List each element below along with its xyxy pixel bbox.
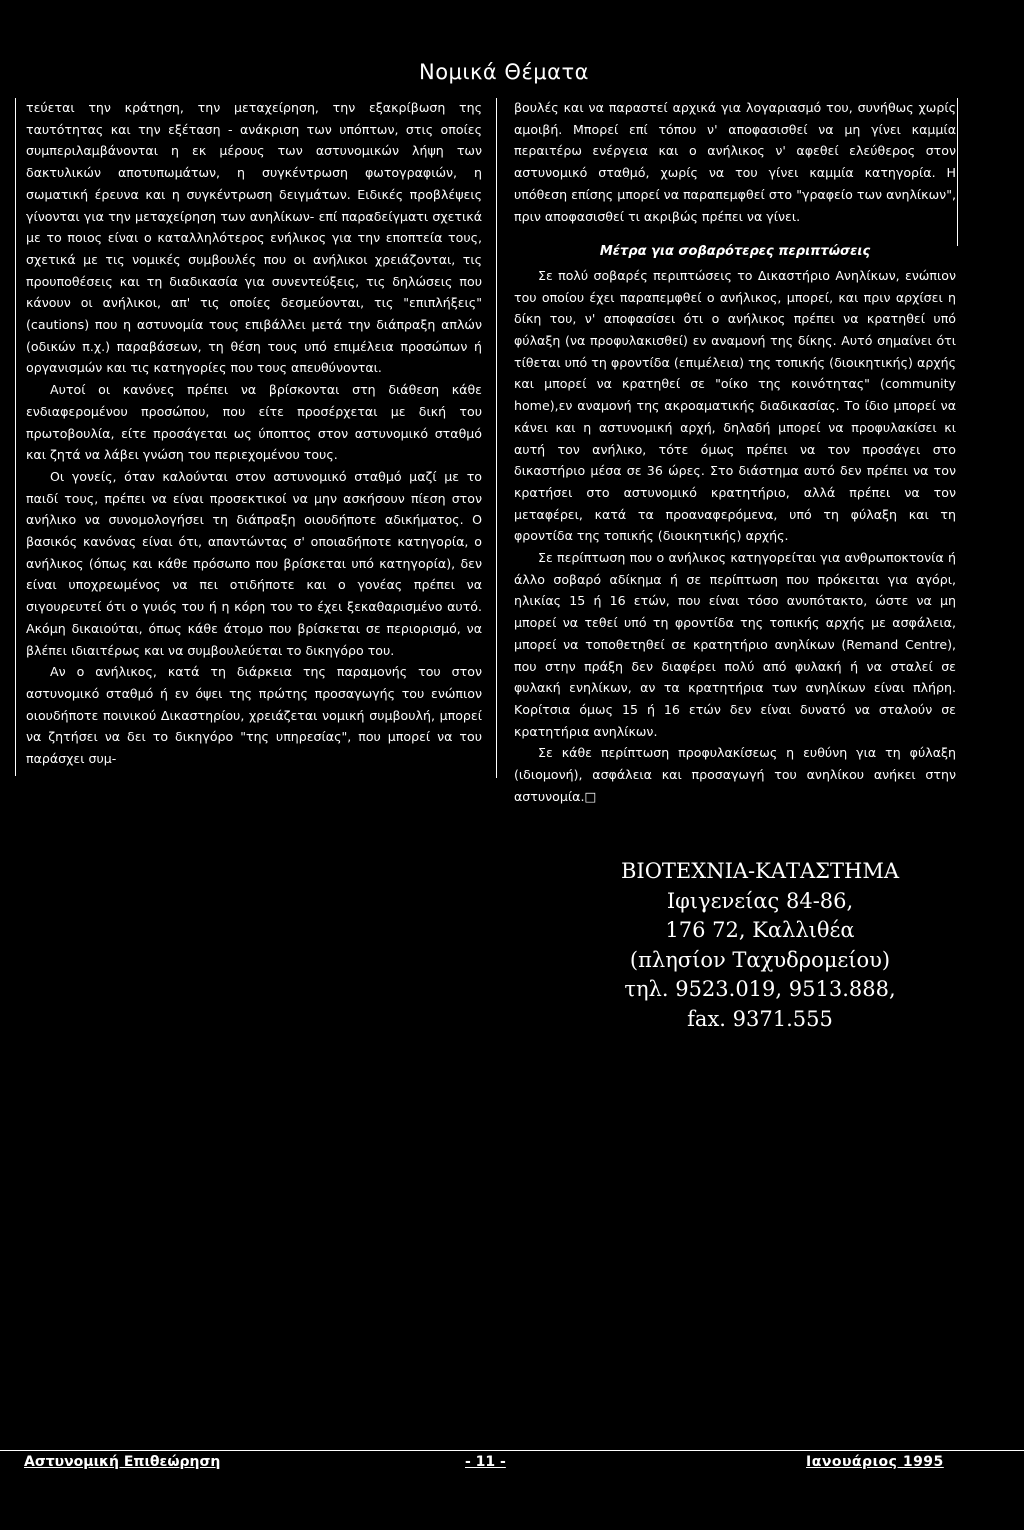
left-column (26, 97, 482, 770)
right-border-rule (957, 98, 958, 246)
page-header (0, 60, 1024, 84)
ad-landmark: (πλησίον Ταχυδρομείου) (629, 947, 891, 972)
right-paragraph-1: βουλές και να παραστεί αρχικά για λογαριασμό του, συνήθως χωρίς αμοιβή. Μπορεί επί τόπου ν' αποφασισθεί να μη γίνει καμμία περαιτέρω ενέργεια και ο ανήλικος ν' αφεθεί ελεύθερος στον αστυνομικό σταθμό, χωρίς να του γίνει καμμία κατηγορία. Η υπόθεση επίσης μπορεί να παραπεμφθεί στο "γραφείο των ανηλίκων", πριν αποφασισθεί τι ακριβώς πρέπει να γίνει. (514, 100, 956, 224)
footer-date: Ιανουάριος 1995 (806, 1454, 944, 1470)
footer-publication: Αστυνομική Επιθεώρηση (24, 1454, 221, 1470)
end-mark-icon: □ (584, 788, 597, 804)
left-border-rule (15, 98, 16, 776)
ad-business-name: ΒΙΟΤΕΧΝΙΑ-ΚΑΤΑΣΤΗΜΑ (620, 859, 900, 883)
column-divider (496, 98, 497, 778)
left-paragraph-1: τεύεται την κράτηση, την μεταχείρηση, την εξακρίβωση της ταυτότητας και την εξέταση - ανάκριση των υπόπτων, στις οποίες συμπεριλαμβάνονται η εκ μέρους των αστυνομικών λήψη των δακτυλικών αποτυπωμάτων, η συγκέντρωση φωτογραφιών, η σωματική έρευνα και η συγκέντρωση δειγμάτων. Ειδικές προβλέψεις γίνονται για την μεταχείρηση των ανηλίκων- επί παραδείγματι σχετικά με το ποιος είναι ο καταλληλότερος ενήλικος για την εποπτεία τους, σχετικά με τις νομικές συμβουλές που οι ανήλικοι χρειάζονται, τις προυποθέσεις και τη διαδικασία για συνεντεύξεις, τις δηλώσεις που κάνουν οι ανήλικοι, απ' τις οποίες δεσμεύονται, τις "επιπλήξεις" (cautions) που η αστυνομία τους επιβάλλει μετά την διάπραξη απλών (οδικών π.χ.) παραβάσεων, τη θέση τους υπό επιμέλεια προσώπων ή οργανισμών και τις κατηγορίες που τους απευθύνονται. (26, 100, 482, 376)
left-paragraph-2: Αυτοί οι κανόνες πρέπει να βρίσκονται στη διάθεση κάθε ενδιαφερομένου προσώπου, που είτε προσέρχεται με δική του πρωτοβουλία, είτε προσάγεται ως ύποπτος στον αστυνομικό σταθμό και ζητά να λάβει γνώση του περιεχομένου τους. (26, 382, 482, 463)
section-heading: Μέτρα για σοβαρότερες περιπτώσεις (599, 244, 871, 260)
ad-fax: fax. 9371.555 (687, 1006, 833, 1031)
footer-rule (0, 1450, 1024, 1451)
left-paragraph-3: Οι γονείς, όταν καλούνται στον αστυνομικό σταθμό μαζί με το παιδί τους, πρέπει να είναι προσεκτικοί να μην ασκήσουν πίεση στον ανήλικο να συνομολογήσει τη διάπραξη οιουδήποτε αδικήματος. Ο βασικός κανόνας είναι ότι, απαντώντας σ' οποιαδήποτε κατηγορία, ο ανήλικος (όπως και κάθε πρόσωπο που βρίσκεται υπό κατηγορία), δεν είναι υποχρεωμένος να πει οτιδήποτε και ο γονέας πρέπει να σιγουρευτεί ότι ο γυιός του ή η κόρη του το έχει ξεκαθαρισμένο αυτό. Ακόμη δικαιούται, όπως κάθε άτομο που βρίσκεται σε περιορισμό, να βλέπει ιδιαιτέρως και να συμβουλεύεται το δικηγόρο του. (26, 468, 482, 658)
ad-phone: τηλ. 9523.019, 9513.888, (624, 977, 896, 1001)
right-column (514, 97, 956, 808)
right-paragraph-2: Σε πολύ σοβαρές περιπτώσεις το Δικαστήριο Ανηλίκων, ενώπιον του οποίου έχει παραπεμφθεί ο ανήλικος, μπορεί, και πριν αρχίσει η δίκη του, ν' αποφασίσει ότι ο ανήλικος πρέπει να κρατηθεί υπό φύλαξη (να προφυλακισθεί) εν αναμονή της δίκης. Αυτό σημαίνει ότι τίθεται υπό τη φροντίδα (επιμέλεια) της τοπικής (διοικητικής) αρχής και μπορεί να κρατηθεί σε "οίκο της κοινότητας" (community home),εν αναμονή της ακροαματικής διαδικασίας. Το ίδιο μπορεί να κάνει και η αστυνομική αρχή, δηλαδή μπορεί να προφυλακίσει κι αυτή τον ανήλικο, τότε όμως πρέπει να τον προσάγει στο δικαστήριο μέσα σε 36 ώρες. Στο διάστημα αυτό δεν πρέπει να τον κρατήσει στο αστυνομικό κρατητήριο, αλλά πρέπει να τον μεταφέρει, κατά τα προαναφερόμενα, υπό τη φύλαξη και τη φροντίδα της τοπικής (διοικητικής) αρχής. (514, 267, 956, 544)
right-paragraph-3: Σε περίπτωση που ο ανήλικος κατηγορείται για ανθρωποκτονία ή άλλο σοβαρό αδίκημα ή σε περίπτωση που πρόκειται για αγόρι, ηλικίας 15 ή 16 ετών, που είναι τόσο ανυπότακτο, ώστε να μη μπορεί να τεθεί υπό τη φροντίδα της τοπικής αρχής με ασφάλεια, μπορεί να τοποθετηθεί σε κρατητήριο ανηλίκων (Remand Centre), που στην πράξη δεν διαφέρει πολύ από φυλακή ή να σταλεί σε φυλακή ενηλίκων, αν τα κρατητήρια των ανηλίκων είναι πλήρη. Κορίτσια όμως 15 ή 16 ετών δεν είναι δυνατό να σταλούν σε κρατητήρια ανηλίκων. (514, 550, 956, 739)
footer-page-number: - 11 - (465, 1454, 506, 1470)
section-title: Νομικά Θέματα (419, 60, 589, 84)
ad-city: 176 72, Καλλιθέα (665, 918, 855, 942)
right-paragraph-4-text: Σε κάθε περίπτωση προφυλακίσεως η ευθύνη για τη φύλαξη (ιδιομονή), ασφάλεια και προσαγωγή του ανηλίκου ανήκει στην αστυνομία. (514, 745, 956, 804)
left-paragraph-4: Αν ο ανήλικος, κατά τη διάρκεια της παραμονής του στον αστυνομικό σταθμό ή εν όψει της πρώτης προσαγωγής του ενώπιον οιουδήποτε ποινικού Δικαστηρίου, χρειάζεται νομική συμβουλή, μπορεί να ζητήσει να δει το δικηγόρο "της υπηρεσίας", που μπορεί να του παράσχει συμ- (26, 664, 482, 767)
right-paragraph-4 (514, 742, 956, 807)
ad-street: Ιφιγενείας 84-86, (666, 888, 854, 913)
advertisement (590, 857, 930, 1034)
